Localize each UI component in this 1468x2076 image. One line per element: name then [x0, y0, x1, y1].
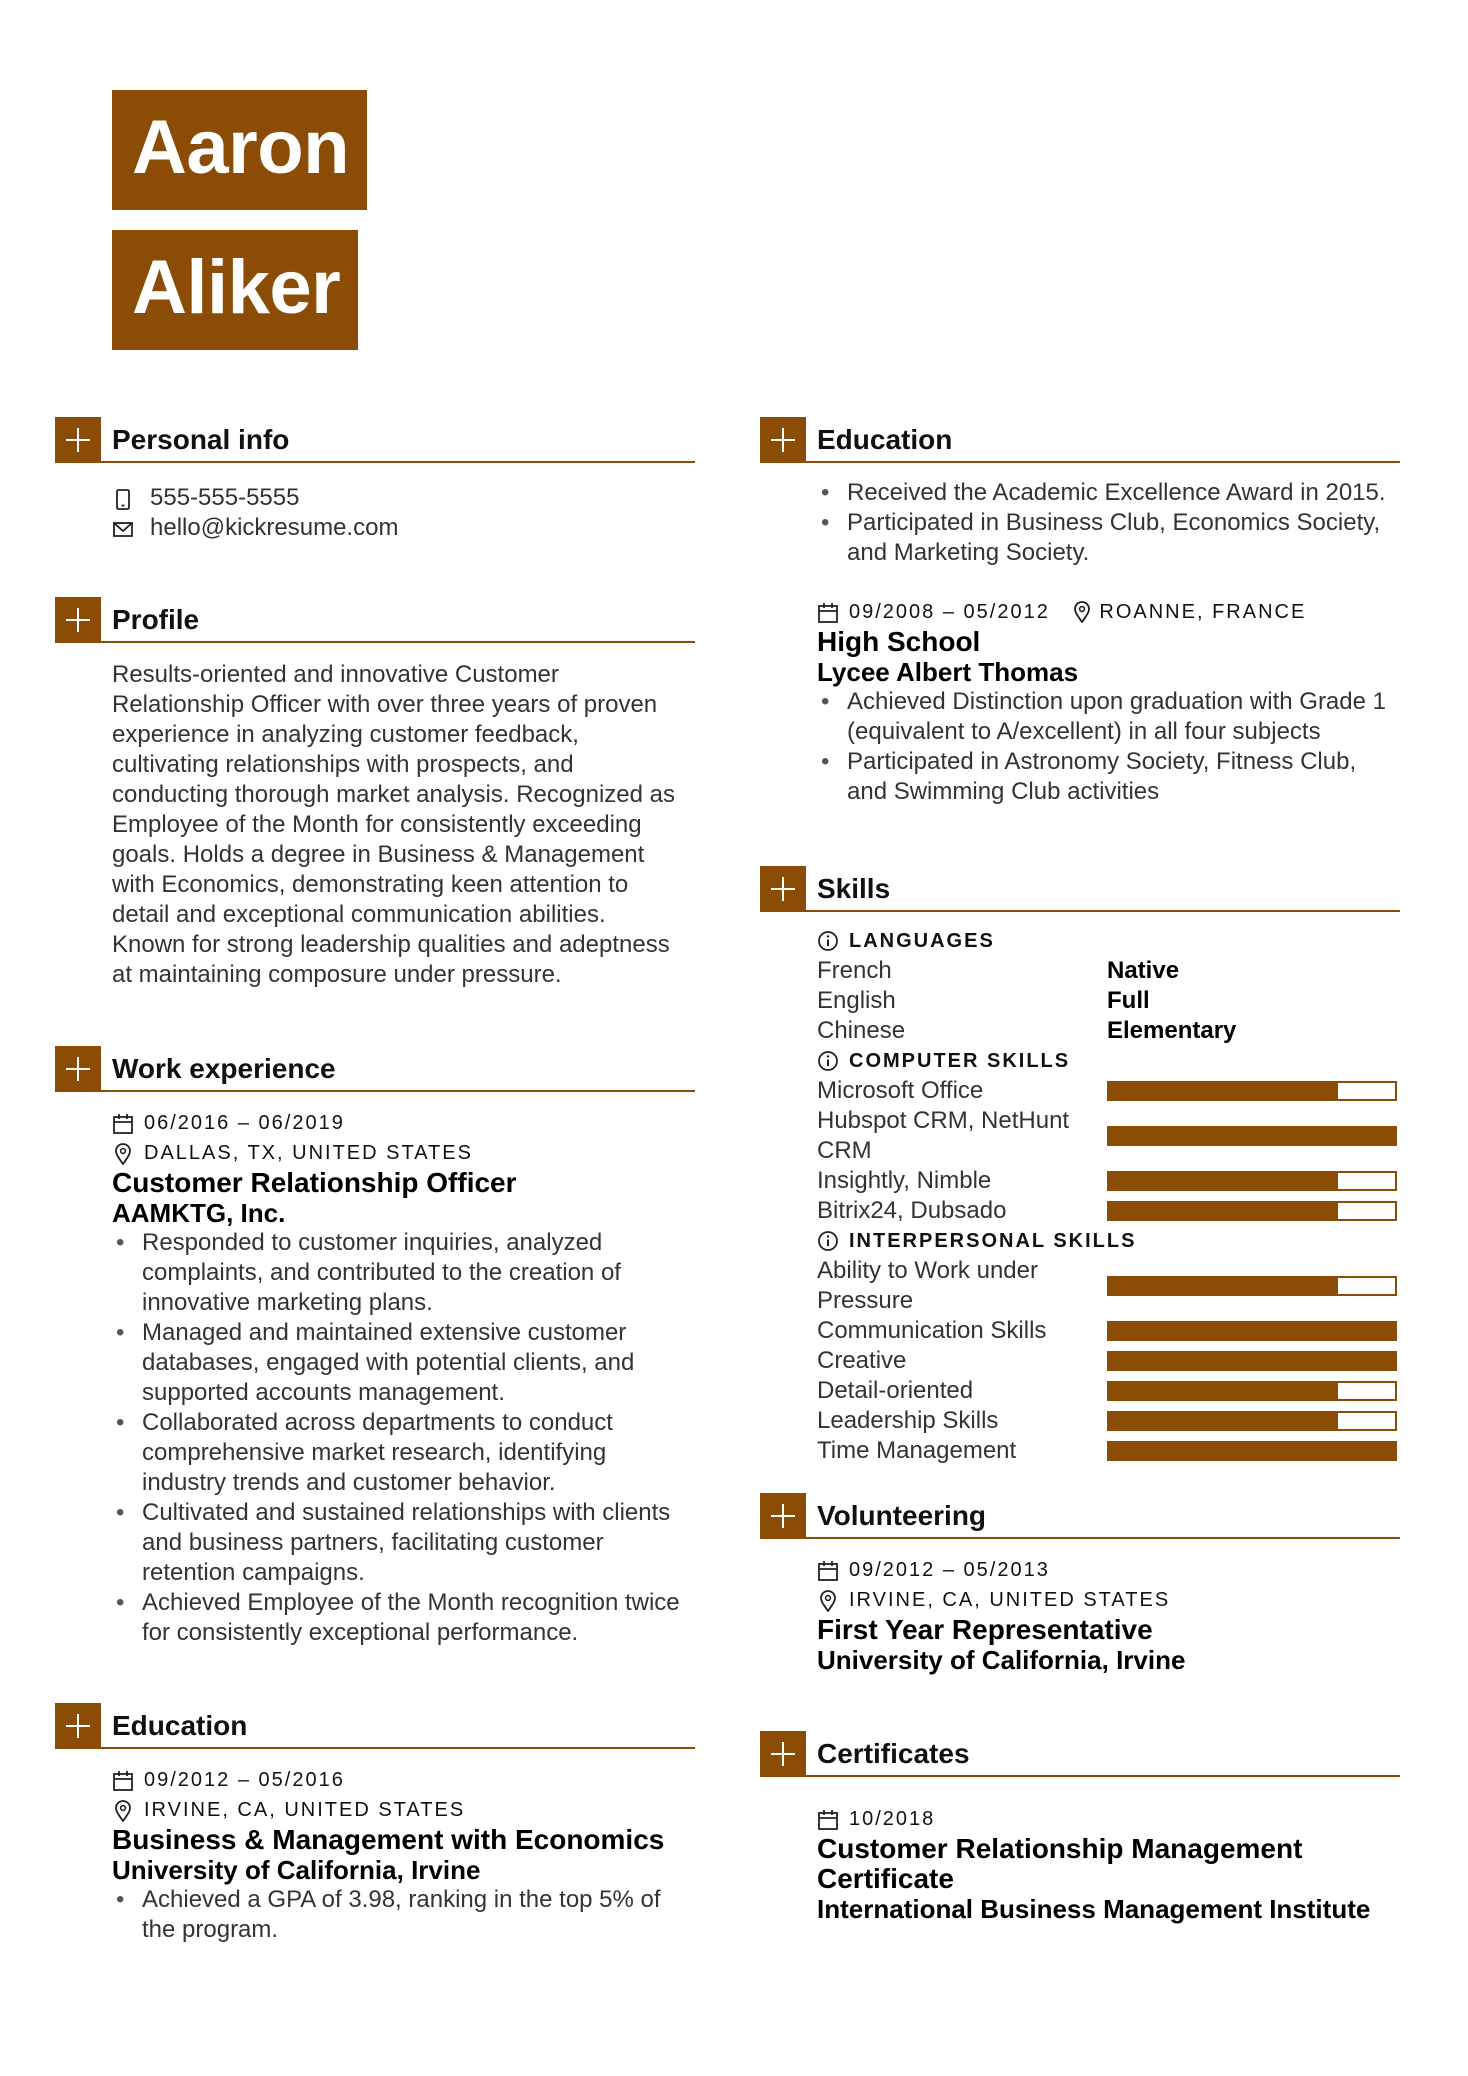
section-header — [760, 1731, 1400, 1777]
section-title: Profile — [112, 604, 200, 635]
skill-level: Full — [1107, 987, 1150, 1014]
list-item: • Collaborated across departments to conduct comprehensive market research, identifying industry trends and customer behavior. — [112, 1408, 695, 1498]
skill-row — [817, 1436, 1400, 1466]
location-text: DALLAS, TX, UNITED STATES — [144, 1142, 473, 1164]
skill-row — [817, 1196, 1400, 1226]
skill-name: Insightly, Nimble — [817, 1167, 992, 1194]
skill-name: English — [817, 987, 896, 1014]
date-range: 09/2012 – 05/2016 — [144, 1769, 345, 1791]
calendar-icon — [112, 1770, 134, 1792]
email-address: hello@kickresume.com — [150, 514, 399, 541]
category-label: LANGUAGES — [849, 930, 995, 952]
work-dates — [112, 1108, 695, 1138]
section-header — [760, 417, 1400, 463]
info-icon — [817, 1050, 839, 1072]
skill-level-bar — [1107, 1201, 1397, 1221]
skill-row — [817, 1166, 1400, 1196]
info-icon — [817, 1230, 839, 1252]
skill-level-fill — [1109, 1278, 1338, 1294]
section-header — [55, 1046, 695, 1092]
calendar-icon — [112, 1113, 134, 1135]
skill-row — [817, 1106, 1400, 1166]
education-section-left — [55, 1703, 695, 1945]
skill-level-fill — [1109, 1128, 1395, 1144]
skill-level-bar — [1107, 1381, 1397, 1401]
company-name: AAMKTG, Inc. — [112, 1198, 286, 1228]
education-dates-location — [817, 597, 1400, 627]
info-icon — [817, 930, 839, 952]
education-award-bullets — [817, 478, 1400, 568]
certificates-section — [760, 1731, 1400, 1924]
degree-name: High School — [817, 626, 981, 657]
plus-icon — [55, 597, 101, 643]
calendar-icon — [817, 1560, 839, 1582]
skill-level-fill — [1109, 1413, 1338, 1429]
list-item: • Managed and maintained extensive customer databases, engaged with potential clients, and supported accounts management. — [112, 1318, 695, 1408]
list-item: • Participated in Business Club, Economics Society, and Marketing Society. — [817, 508, 1400, 568]
skill-level-bar — [1107, 1441, 1397, 1461]
section-header — [55, 1703, 695, 1749]
skill-name: Pressure — [817, 1287, 914, 1314]
education-bullets — [112, 1885, 695, 1945]
list-item: • Achieved Distinction upon graduation with Grade 1 (equivalent to A/excellent) in all four subjects — [817, 687, 1400, 747]
email-icon — [112, 518, 134, 540]
phone-icon — [112, 488, 134, 510]
section-title: Personal info — [112, 424, 290, 455]
interpersonal-skills-heading — [817, 1226, 1400, 1256]
date-range: 06/2016 – 06/2019 — [144, 1112, 345, 1134]
skill-level-bar — [1107, 1351, 1397, 1371]
category-label: INTERPERSONAL SKILLS — [849, 1230, 1137, 1252]
profile-line: goals. Holds a degree in Business & Management — [112, 841, 645, 868]
skill-row — [817, 1256, 1400, 1316]
skills-section — [760, 866, 1400, 1466]
list-item: • Achieved a GPA of 3.98, ranking in the top 5% of the program. — [112, 1885, 695, 1945]
profile-line: cultivating relationships with prospects, and — [112, 751, 574, 778]
skill-name: French — [817, 957, 892, 984]
date-range: 09/2012 – 05/2013 — [849, 1559, 1050, 1581]
profile-line: Employee of the Month for consistently exceeding — [112, 811, 642, 838]
section-title: Work experience — [112, 1053, 336, 1084]
skill-level-fill — [1109, 1443, 1395, 1459]
phone-number: 555-555-5555 — [150, 484, 300, 511]
section-header — [55, 417, 695, 463]
section-title: Education — [817, 424, 953, 455]
skill-level-bar — [1107, 1411, 1397, 1431]
certificate-date — [817, 1804, 1400, 1834]
section-header — [55, 597, 695, 643]
education-location — [112, 1795, 695, 1825]
volunteering-location — [817, 1585, 1400, 1615]
degree-name: Business & Management with Economics — [112, 1824, 665, 1855]
computer-skills-heading — [817, 1046, 1400, 1076]
education-bullets — [817, 687, 1400, 807]
volunteering-dates — [817, 1555, 1400, 1585]
location-text: IRVINE, CA, UNITED STATES — [849, 1589, 1171, 1611]
list-item: • Achieved Employee of the Month recognition twice for consistently exceptional performance. — [112, 1588, 695, 1648]
skill-name: Detail-oriented — [817, 1377, 974, 1404]
date-text: 10/2018 — [849, 1808, 936, 1830]
skill-level-fill — [1109, 1323, 1395, 1339]
languages-heading — [817, 926, 1400, 956]
interpersonal-skills-list — [817, 1256, 1400, 1466]
profile-line: Known for strong leadership qualities and adeptness — [112, 931, 670, 958]
list-item: • Responded to customer inquiries, analyzed complaints, and contributed to the creation of innovative marketing plans. — [112, 1228, 695, 1318]
language-row — [817, 1016, 1400, 1046]
last-name: Aliker — [112, 230, 358, 350]
language-row — [817, 956, 1400, 986]
profile-line: with Economics, demonstrating keen attention to — [112, 871, 629, 898]
skill-row — [817, 1376, 1400, 1406]
section-title: Skills — [817, 873, 891, 904]
volunteer-org: University of California, Irvine — [817, 1645, 1186, 1675]
list-item: • Cultivated and sustained relationships with clients and business partners, facilitating customer retention campaigns. — [112, 1498, 695, 1588]
location-pin-icon — [112, 1143, 134, 1165]
skill-row — [817, 1316, 1400, 1346]
skill-name: CRM — [817, 1137, 872, 1164]
skill-level-bar — [1107, 1276, 1397, 1296]
school-name: Lycee Albert Thomas — [817, 657, 1079, 687]
certificate-issuer: International Business Management Institute — [817, 1894, 1371, 1924]
skill-level-fill — [1109, 1353, 1395, 1369]
skill-level: Elementary — [1107, 1017, 1237, 1044]
location-inline — [1071, 597, 1306, 627]
education-dates — [112, 1765, 695, 1795]
section-header — [760, 866, 1400, 912]
calendar-icon — [817, 1809, 839, 1831]
personal-info-section — [55, 417, 695, 543]
location-pin-icon — [1071, 601, 1093, 623]
skill-name: Bitrix24, Dubsado — [817, 1197, 1007, 1224]
job-title: Customer Relationship Officer — [112, 1167, 517, 1198]
skill-row — [817, 1076, 1400, 1106]
location-text: IRVINE, CA, UNITED STATES — [144, 1799, 466, 1821]
skill-name: Microsoft Office — [817, 1077, 984, 1104]
date-range: 09/2008 – 05/2012 — [849, 601, 1050, 623]
skill-name: Ability to Work under — [817, 1257, 1038, 1284]
skill-row — [817, 1346, 1400, 1376]
plus-icon — [55, 417, 101, 463]
plus-icon — [760, 1493, 806, 1539]
skill-level-bar — [1107, 1171, 1397, 1191]
education-section-right — [760, 417, 1400, 807]
skill-name: Creative — [817, 1347, 907, 1374]
work-bullets — [112, 1228, 695, 1648]
profile-text — [55, 643, 695, 990]
skill-level-bar — [1107, 1081, 1397, 1101]
calendar-icon — [817, 602, 839, 624]
section-title: Volunteering — [817, 1500, 987, 1531]
section-title: Education — [112, 1710, 248, 1741]
list-item: • Received the Academic Excellence Award in 2015. — [817, 478, 1400, 508]
volunteer-role: First Year Representative — [817, 1614, 1153, 1645]
profile-line: experience in analyzing customer feedback, — [112, 721, 579, 748]
skill-level-fill — [1109, 1203, 1338, 1219]
plus-icon — [760, 417, 806, 463]
work-experience-section — [55, 1046, 695, 1648]
skill-name: Leadership Skills — [817, 1407, 999, 1434]
location-pin-icon — [817, 1590, 839, 1612]
volunteering-section — [760, 1493, 1400, 1675]
computer-skills-list — [817, 1076, 1400, 1226]
location-pin-icon — [112, 1800, 134, 1822]
certificate-name: Customer Relationship Management Certificate — [817, 1833, 1303, 1894]
skill-row — [817, 1406, 1400, 1436]
school-name: University of California, Irvine — [112, 1855, 481, 1885]
skill-level: Native — [1107, 957, 1180, 984]
location-text: ROANNE, FRANCE — [1099, 601, 1307, 623]
list-item: • Participated in Astronomy Society, Fitness Club, and Swimming Club activities — [817, 747, 1400, 807]
skill-name: Communication Skills — [817, 1317, 1047, 1344]
plus-icon — [760, 1731, 806, 1777]
profile-section — [55, 597, 695, 990]
plus-icon — [55, 1046, 101, 1092]
profile-line: Relationship Officer with over three years of proven — [112, 691, 658, 718]
email-line — [112, 513, 695, 543]
plus-icon — [760, 866, 806, 912]
skill-level-bar — [1107, 1126, 1397, 1146]
phone-line — [112, 483, 695, 513]
work-location — [112, 1138, 695, 1168]
profile-line: conducting thorough market analysis. Recognized as — [112, 781, 675, 808]
skill-level-fill — [1109, 1083, 1338, 1099]
profile-line: Results-oriented and innovative Customer — [112, 661, 559, 688]
skill-level-bar — [1107, 1321, 1397, 1341]
skill-name: Chinese — [817, 1017, 906, 1044]
section-header — [760, 1493, 1400, 1539]
profile-line: detail and exceptional communication abilities. — [112, 901, 606, 928]
skill-level-fill — [1109, 1173, 1338, 1189]
skill-name: Time Management — [817, 1437, 1017, 1464]
skill-level-fill — [1109, 1383, 1338, 1399]
category-label: COMPUTER SKILLS — [849, 1050, 1071, 1072]
section-title: Certificates — [817, 1738, 970, 1769]
first-name: Aaron — [112, 90, 367, 210]
profile-line: at maintaining composure under pressure. — [112, 961, 562, 988]
language-row — [817, 986, 1400, 1016]
plus-icon — [55, 1703, 101, 1749]
skill-name: Hubspot CRM, NetHunt — [817, 1107, 1070, 1134]
